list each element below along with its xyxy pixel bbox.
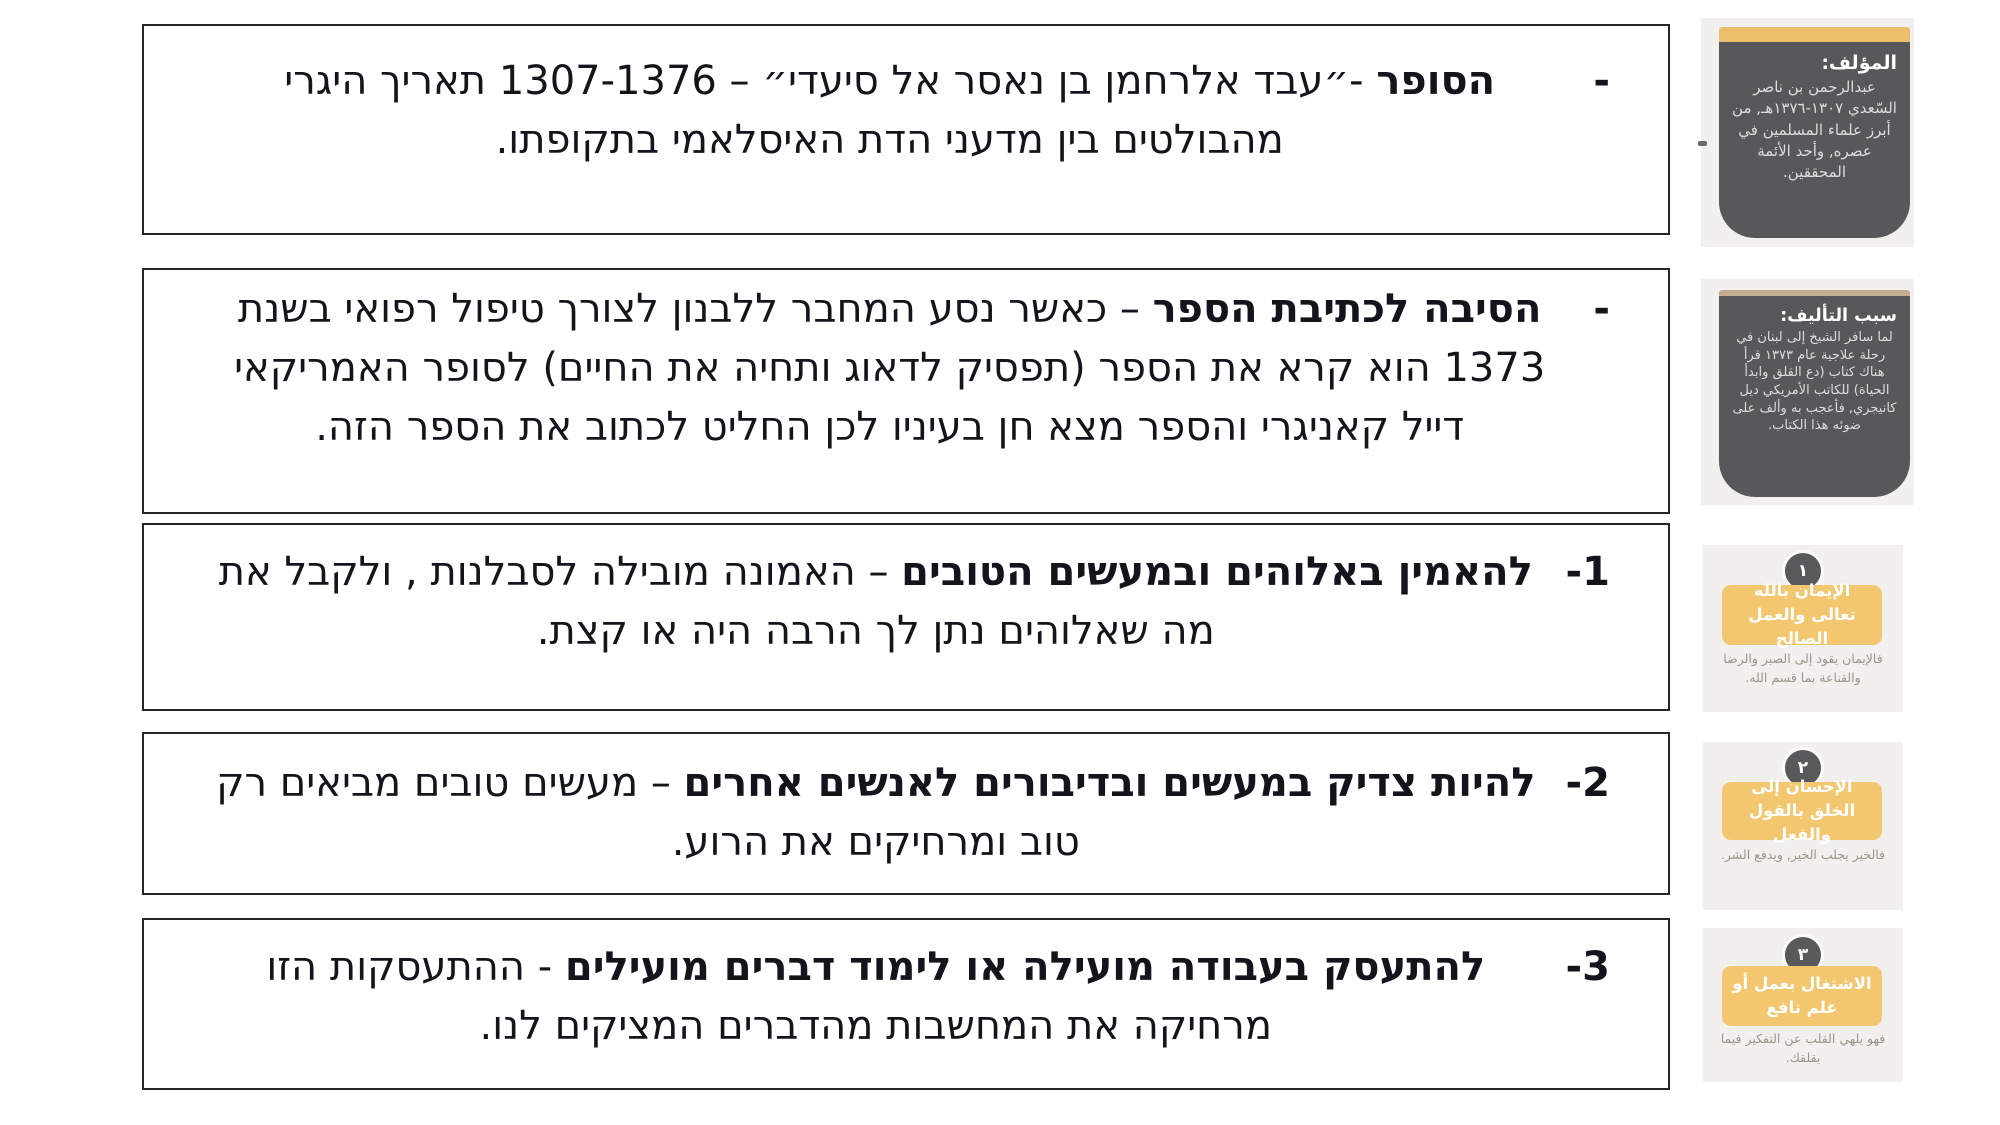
reason-card-title: سبب التأليف: [1780,306,1897,326]
stray-mark [1698,141,1707,146]
point-2-text [202,754,1550,872]
point-1-subtitle: فالإيمان يقود إلى الصبر والرضا والقناعة بما قسم الله. [1723,651,1883,685]
reason-text [202,280,1577,458]
point-1-text-lead: להאמין באלוהים ובמעשים הטובים [901,549,1533,595]
point-3-text-box-inner [144,920,1668,1056]
reason-card-body [1719,296,1910,497]
point-3-number-badge: ٣ [1782,934,1824,976]
point-1-text [202,543,1550,661]
author-card-body [1719,42,1910,238]
point-2-text-lead: להיות צדיק במעשים ובדיבורים לאנשים אחרים [683,760,1536,806]
point-2-text-rest: – מעשים טובים מביאים רק טוב ומרחיקים את הרוע. [216,760,1080,866]
point-1-text-rest: – האמונה מובילה לסבלנות , ולקבל את מה שאלוהים נתן לך הרבה היה או קצת. [218,549,1215,655]
list-number-2: 2- [1565,760,1610,806]
point-3-subtitle: فهو يلهي القلب عن التفكير فيما يقلقك. [1720,1031,1886,1065]
point-1-text-box [142,523,1670,711]
point-1-title-box: الإيمان بالله تعالى والعمل الصالح [1722,585,1882,645]
reason-text-box [142,268,1670,514]
author-text-box-inner [144,26,1668,170]
bullet-dash: - [1593,286,1610,332]
point-2-title-box: الإحسان إلى الخلق بالقول والفعل [1722,782,1882,840]
point-3-text [202,938,1550,1056]
point-3-title-box: الاشتغال بعمل أو علم نافع [1722,966,1882,1026]
author-card-text: عبدالرحمن بن ناصر السّعدي ١٣٠٧-١٣٧٦هـ, من أبرز علماء المسلمين في عصره, وأحد الأئمة المحققين. [1732,78,1897,182]
author-card [1719,27,1910,238]
author-card-accent-strip [1719,27,1910,42]
point-3-text-rest: - ההתעסקות הזו מרחיקה את המחשבות מהדברים המציקים לנו. [266,944,1273,1050]
reason-card-text: لما سافر الشيخ إلى لبنان في رحلة علاجية عام ١٣٧٣ قرأ هناك كتاب (دع القلق وابدأ الحياة) للكاتب الأمريكي ديل كانيجري, فأعجب به وألف على ضوئه هذا الكتاب. [1732,330,1897,434]
point-3-text-lead: להתעסק בעבודה מועילה או לימוד דברים מועילים [564,944,1486,990]
author-text-box [142,24,1670,235]
reason-text-lead: הסיבה לכתיבת הספר [1152,286,1542,332]
point-2-text-box-inner [144,734,1668,872]
reason-text-rest: – כאשר נסע המחבר ללבנון לצורך טיפול רפואי בשנת 1373 הוא קרא את הספר (תפסיק לדאוג ותחיה את החיים) לסופר האמריקאי דייל קאניגרי והספר מצא חן בעיניו לכן החליט לכתוב את הספר הזה. [234,286,1546,451]
author-text-lead: הסופר [1376,58,1496,104]
point-2-number-badge: ٢ [1782,747,1824,789]
point-3-text-box [142,918,1670,1090]
point-2-text-box [142,732,1670,895]
point-2-subtitle: فالخير يجلب الخير, ويدفع الشر. [1720,847,1886,862]
author-text [202,52,1577,170]
list-number-1: 1- [1565,549,1610,595]
author-text-rest: -״עבד אלרחמן בן נאסר אל סיעדי״ – 1307-1376 תאריך היגרי מהבולטים בין מדעני הדת האיסלאמי בתקופתו. [284,58,1377,164]
reason-text-box-inner [144,270,1668,458]
list-number-3: 3- [1565,944,1610,990]
author-card-title: المؤلف: [1821,52,1897,74]
reason-card [1719,290,1910,497]
point-1-number-badge: ١ [1782,550,1824,592]
point-1-text-box-inner [144,525,1668,661]
bullet-dash: - [1593,58,1610,104]
